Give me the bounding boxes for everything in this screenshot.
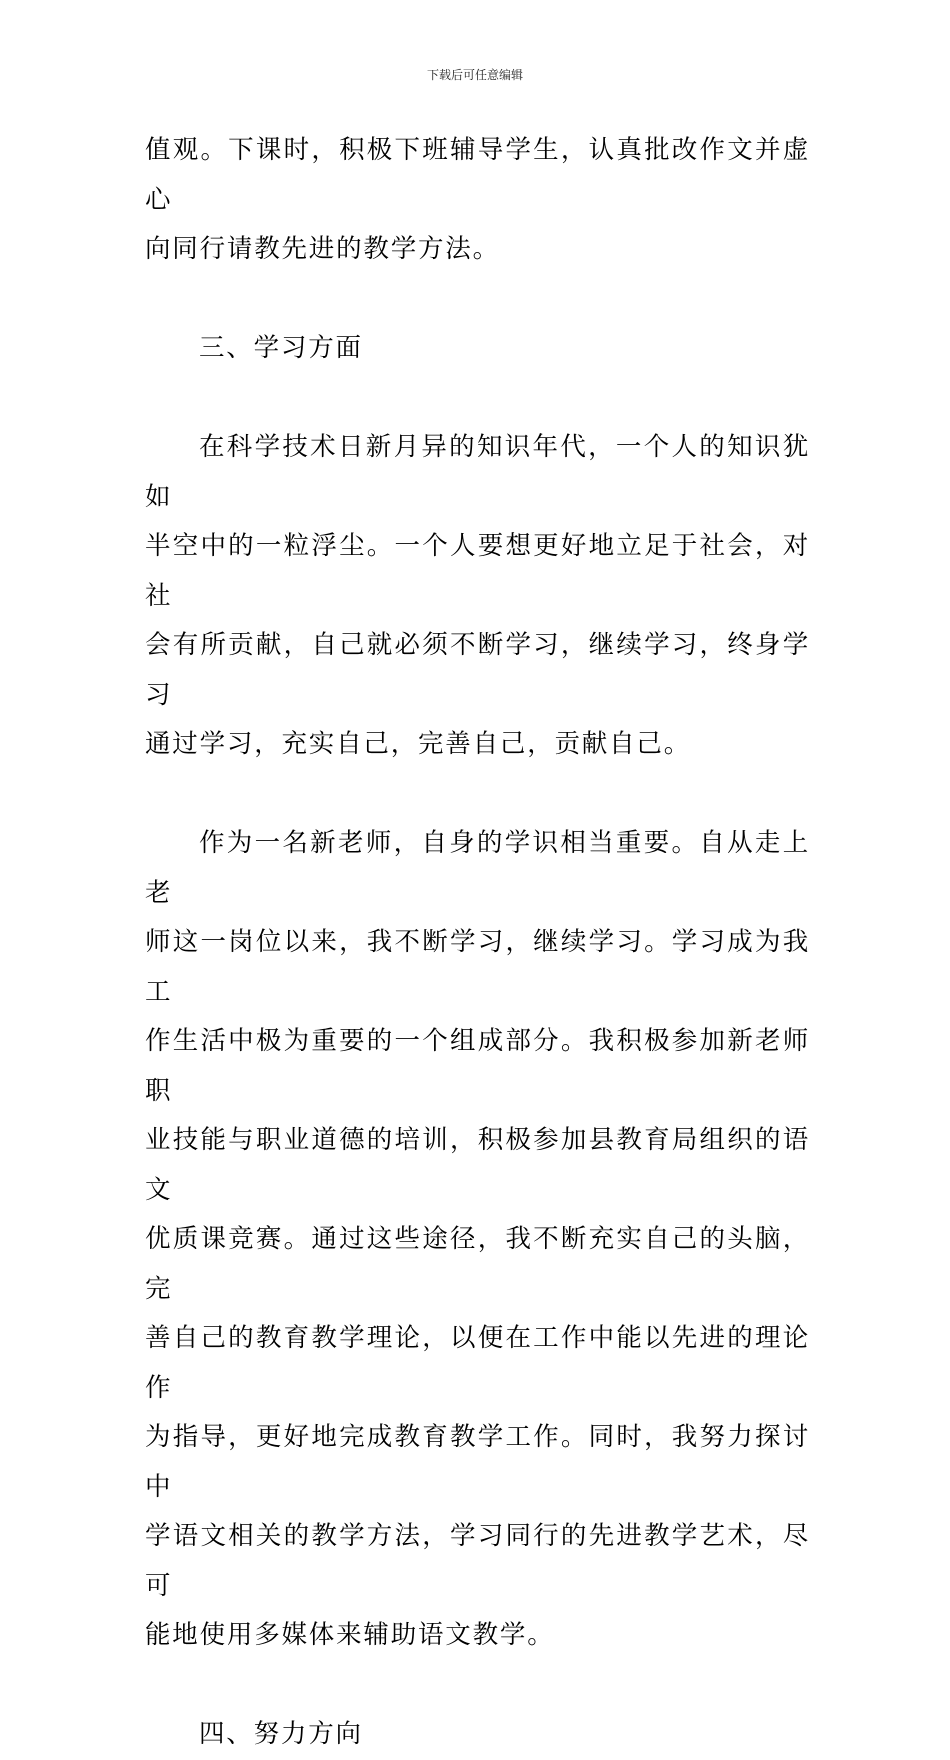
text-line: 为指导，更好地完成教育教学工作。同时，我努力探讨中: [145, 1422, 810, 1502]
text-line: 会有所贡献，自己就必须不断学习，继续学习，终身学习: [145, 630, 810, 710]
text-line: 值观。下课时，积极下班辅导学生，认真批改作文并虚心: [145, 135, 810, 215]
section-heading-study: 三、学习方面: [199, 333, 363, 363]
text-line: 作为一名新老师，自身的学识相当重要。自从走上老: [145, 828, 810, 908]
text-line: 通过学习，充实自己，完善自己，贡献自己。: [145, 729, 692, 759]
text-line: 业技能与职业道德的培训，积极参加县教育局组织的语文: [145, 1125, 810, 1205]
paragraph-continuation: [145, 126, 810, 275]
paragraph-new-teacher: [145, 819, 810, 1661]
document-body: [145, 126, 810, 1760]
text-line: 优质课竞赛。通过这些途径，我不断充实自己的头脑，完: [145, 1224, 810, 1304]
text-line: 学语文相关的教学方法，学习同行的先进教学艺术，尽可: [145, 1521, 810, 1601]
text-line: 作生活中极为重要的一个组成部分。我积极参加新老师职: [145, 1026, 810, 1106]
text-line: 师这一岗位以来，我不断学习，继续学习。学习成为我工: [145, 927, 810, 1007]
text-line: 向同行请教先进的教学方法。: [145, 234, 500, 264]
page-header-note: 下载后可任意编辑: [426, 68, 523, 82]
text-line: 善自己的教育教学理论，以便在工作中能以先进的理论作: [145, 1323, 810, 1403]
text-line: 在科学技术日新月异的知识年代，一个人的知识犹如: [145, 432, 810, 512]
section-heading-direction: 四、努力方向: [199, 1719, 363, 1749]
text-line: 能地使用多媒体来辅助语文教学。: [145, 1620, 555, 1650]
text-line: 半空中的一粒浮尘。一个人要想更好地立足于社会，对社: [145, 531, 810, 611]
paragraph-knowledge: [145, 423, 810, 770]
